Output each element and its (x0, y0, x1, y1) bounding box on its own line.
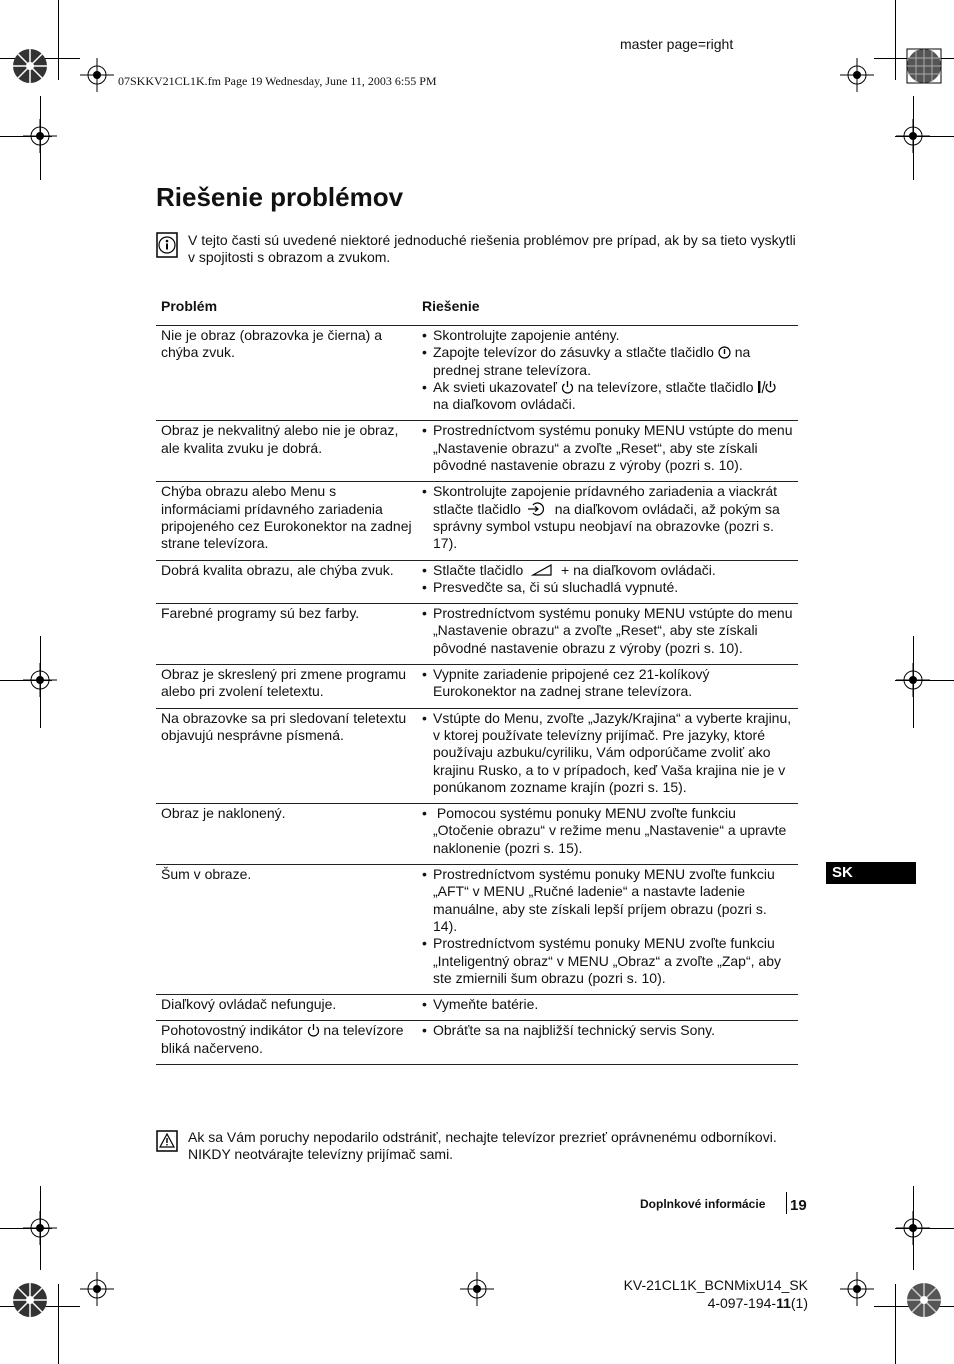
part-number-edition: 11 (776, 1295, 791, 1311)
onoff-standby-icon (757, 380, 777, 394)
table-row (156, 560, 798, 604)
solution-item: • Prostredníctvom systému ponuky MENU vstúpte do menu „Nastavenie obrazu“ a zvoľte „Reset“, aby ste získali pôvodné nastavenie obrazu z výroby (pozri s. 10). (422, 422, 794, 474)
solution-item: • Pomocou systému ponuky MENU zvoľte funkciu „Otočenie obrazu“ v režime menu „Nastavenie“ a upravte naklonenie (pozri s. 15). (422, 805, 794, 857)
color-target-icon (12, 48, 48, 84)
warning-icon (156, 1130, 178, 1152)
solution-cell (417, 665, 798, 709)
registration-mark-icon (896, 1211, 930, 1245)
power-icon (718, 346, 731, 359)
solution-cell (417, 482, 798, 560)
footer-divider (786, 1192, 787, 1214)
table-row (156, 708, 798, 803)
solution-item: • Presvedčte sa, či sú sluchadlá vypnuté. (422, 579, 794, 596)
color-target-icon (906, 1282, 942, 1318)
table-row (156, 421, 798, 482)
solution-item: • Prostredníctvom systému ponuky MENU zvoľte funkciu „AFT“ v MENU „Ručné ladenie“ a nastavte ladenie manuálne, aby ste získali lepší príjem obrazu (pozri s. 14). (422, 866, 794, 935)
solution-cell (417, 560, 798, 604)
problem-cell: Nie je obraz (obrazovka je čierna) a chýba zvuk. (156, 325, 417, 421)
solution-item: • Vymeňte batérie. (422, 996, 794, 1013)
table-row (156, 1021, 798, 1065)
solution-cell (417, 421, 798, 482)
solution-item: • Skontrolujte zapojenie antény. (422, 327, 794, 344)
registration-mark-icon (80, 58, 114, 92)
solution-cell (417, 865, 798, 995)
solution-item: • Prostredníctvom systému ponuky MENU zvoľte funkciu „Inteligentný obraz“ v MENU „Obraz“ a zvoľte „Zap“, aby ste zmiernili šum obrazu (pozri s. 10). (422, 935, 794, 987)
solution-cell (417, 604, 798, 665)
info-icon (156, 232, 178, 258)
problem-cell: Chýba obrazu alebo Menu s informáciami prídavného zariadenia pripojeného cez Eurokonektor na zadnej strane televízora. (156, 482, 417, 560)
solution-item: • Prostredníctvom systému ponuky MENU vstúpte do menu „Nastavenie obrazu“ a zvoľte „Reset“, aby ste získali pôvodné nastavenie obrazu z výroby (pozri s. 10). (422, 605, 794, 657)
volume-icon (527, 563, 557, 577)
registration-mark-icon (840, 58, 874, 92)
column-header-solution: Riešenie (422, 298, 480, 314)
solution-text: na televízore, stlačte tlačidlo (573, 378, 758, 395)
solution-cell (417, 325, 798, 421)
registration-mark-icon (896, 119, 930, 153)
solution-text: na diaľkovom ovládači, až pokým sa správny symbol vstupu neobjaví na obrazovke (pozri s. 17). (433, 500, 780, 552)
solution-text: Zapojte televízor do zásuvky a stlačte tlačidlo (433, 344, 718, 361)
problem-cell: Šum v obraze. (156, 865, 417, 995)
problem-cell: Obraz je nekvalitný alebo nie je obraz, ale kvalita zvuku je dobrá. (156, 421, 417, 482)
language-tab-label: SK (832, 864, 853, 881)
solution-text: na diaľkovom ovládači. (433, 396, 576, 413)
page-number: 19 (790, 1197, 807, 1214)
solution-cell (417, 995, 798, 1021)
problem-text: Pohotovostný indikátor (161, 1022, 307, 1039)
table-row (156, 995, 798, 1021)
warning-note (156, 1129, 796, 1163)
table-header (156, 297, 798, 326)
intro-text: V tejto časti sú uvedené niektoré jednoduché riešenia problémov pre prípad, ak by sa tieto vyskytli v spojitosti s obrazom a zvukom. (188, 232, 796, 265)
problem-cell (156, 1021, 417, 1065)
standby-icon (307, 1023, 320, 1037)
solution-item: • Vstúpte do Menu, zvoľte „Jazyk/Krajina“ a vyberte krajinu, v ktorej používate televízny prijímač. Pre jazyky, ktoré používaju azbuku/cyriliku, Vám odporúčame zvoliť ako krajinu Rusko, a to v prípadoch, keď Vaša krajina nie je v ponúkanom zozname krajín (pozri s. 15). (422, 710, 794, 796)
solution-item (422, 344, 794, 379)
problem-text: na televízore bliká načerveno. (161, 1022, 404, 1056)
table-row (156, 604, 798, 665)
table-row (156, 325, 798, 421)
model-code: KV-21CL1K_BCNMixU14_SK (623, 1277, 808, 1293)
file-info: 07SKKV21CL1K.fm Page 19 Wednesday, June 11, 2003 6:55 PM (118, 74, 437, 88)
solution-item (422, 379, 794, 414)
page-title: Riešenie problémov (156, 182, 404, 212)
solution-text: na prednej strane televízora. (433, 344, 751, 378)
part-number-suffix: (1) (790, 1295, 808, 1311)
problem-cell: Dobrá kvalita obrazu, ale chýba zvuk. (156, 560, 417, 604)
master-page-label: master page=right (620, 36, 734, 52)
problem-cell: Obraz je naklonený. (156, 804, 417, 865)
solution-cell (417, 1021, 798, 1065)
solution-text: Skontrolujte zapojenie prídavného zariadenia a viackrát stlačte tlačidlo (433, 483, 777, 517)
part-number (606, 1295, 808, 1311)
column-header-problem: Problém (161, 298, 218, 314)
table-row (156, 665, 798, 709)
problem-cell: Na obrazovke sa pri sledovaní teletextu objavujú nesprávne písmená. (156, 708, 417, 803)
solution-cell (417, 708, 798, 803)
language-tab (826, 862, 916, 884)
problem-cell: Diaľkový ovládač nefunguje. (156, 995, 417, 1021)
solution-text: + na diaľkovom ovládači. (557, 561, 716, 578)
problem-cell: Obraz je skreslený pri zmene programu alebo pri zvolení teletextu. (156, 665, 417, 709)
problem-cell: Farebné programy sú bez farby. (156, 604, 417, 665)
warning-text: Ak sa Vám poruchy nepodarilo odstrániť, nechajte televízor prezrieť oprávnenému odborníkovi. NIKDY neotvárajte televízny prijímač sami. (188, 1129, 777, 1162)
table-row (156, 482, 798, 560)
solution-cell (417, 804, 798, 865)
troubleshooting-table (156, 325, 798, 1065)
standby-icon (561, 380, 574, 394)
table-row (156, 865, 798, 995)
footer-section-title: Doplnkové informácie (640, 1197, 766, 1211)
registration-mark-icon (80, 1272, 114, 1306)
solution-item (422, 483, 794, 552)
part-number-prefix: 4-097-194- (707, 1295, 777, 1311)
solution-item: • Vypnite zariadenie pripojené cez 21-kolíkový Eurokonektor na zadnej strane televízora. (422, 666, 794, 701)
solution-text: Ak svieti ukazovateľ (433, 378, 561, 395)
color-target-icon (12, 1282, 48, 1318)
solution-item (422, 562, 794, 579)
registration-mark-icon (23, 1211, 57, 1245)
registration-mark-icon (896, 663, 930, 697)
registration-mark-icon (23, 119, 57, 153)
solution-text: Stlačte tlačidlo (433, 561, 528, 578)
table-row (156, 804, 798, 865)
color-target-icon (906, 48, 942, 84)
solution-item: • Obráťte sa na najbližší technický servis Sony. (422, 1022, 794, 1039)
intro-note (156, 232, 796, 266)
input-select-icon (525, 502, 551, 516)
registration-mark-icon (23, 663, 57, 697)
registration-mark-icon (840, 1272, 874, 1306)
registration-mark-icon (460, 1272, 494, 1306)
